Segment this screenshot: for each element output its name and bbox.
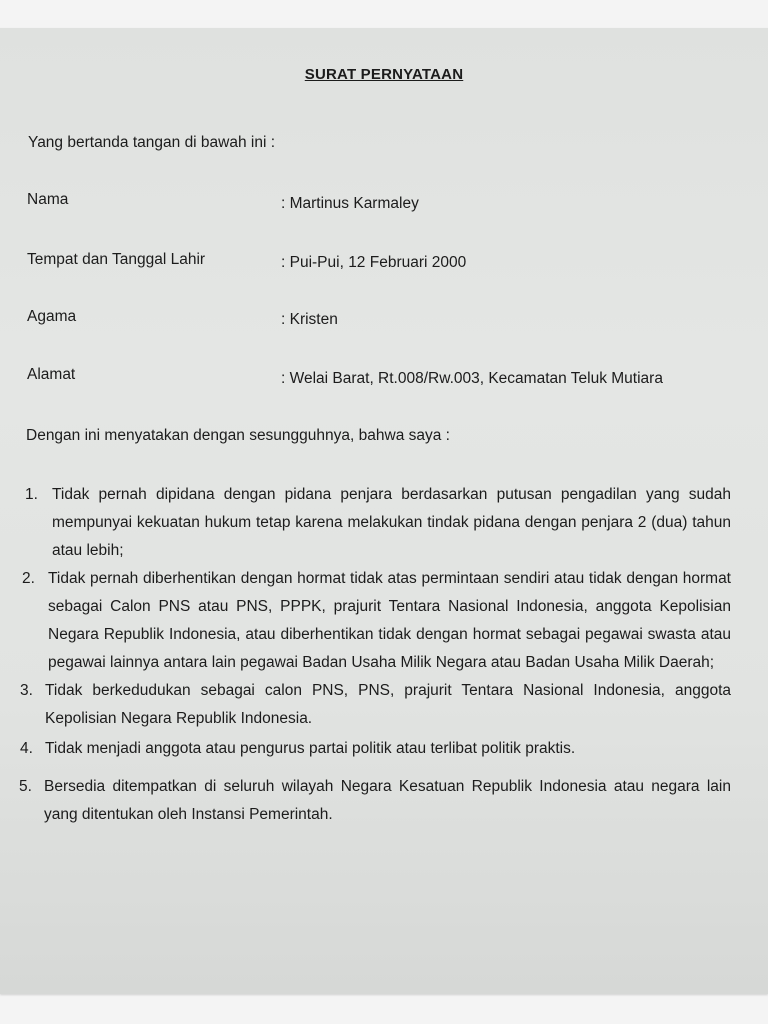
list-item-text: Tidak pernah diberhentikan dengan hormat tidak atas permintaan sendiri atau tidak dengan hormat sebagai Calon PNS atau PNS, PPPK, prajurit Tentara Nasional Indonesia, anggota Kepolisian Negara Republik Indonesia, atau diberhentikan tidak dengan hormat sebagai pegawai swasta atau pegawai lainnya antara lain pegawai Badan Usaha Milik Negara atau Badan Usaha Milik Daerah;: [48, 570, 731, 671]
statement-text: Dengan ini menyatakan dengan sesungguhnya, bahwa saya :: [26, 427, 450, 444]
list-item: [0, 565, 768, 677]
field-label-tempat-tanggal-lahir: Tempat dan Tanggal Lahir: [27, 251, 206, 268]
list-item-number: 2.: [22, 570, 35, 587]
field-value-alamat: : Welai Barat, Rt.008/Rw.003, Kecamatan Teluk Mutiara: [281, 370, 663, 387]
field-label-alamat: Alamat: [27, 366, 76, 383]
list-item-number: 3.: [20, 682, 33, 699]
field-value-tempat-tanggal-lahir: : Pui-Pui, 12 Februari 2000: [281, 254, 467, 271]
list-item: [0, 481, 768, 565]
list-item: [0, 773, 768, 829]
field-value-agama: : Kristen: [281, 311, 338, 328]
field-value-nama: : Martinus Karmaley: [281, 195, 419, 212]
list-item-text: Bersedia ditempatkan di seluruh wilayah Negara Kesatuan Republik Indonesia atau negara lain yang ditentukan oleh Instansi Pemerintah.: [44, 778, 731, 823]
list-item-number: 4.: [20, 740, 33, 757]
list-item: [0, 677, 768, 733]
list-item-number: 1.: [25, 486, 38, 503]
intro-text: Yang bertanda tangan di bawah ini :: [28, 134, 276, 151]
list-item-number: 5.: [19, 778, 32, 795]
document-title: SURAT PERNYATAAN: [304, 66, 464, 83]
list-item-text: Tidak pernah dipidana dengan pidana penjara berdasarkan putusan pengadilan yang sudah mempunyai kekuatan hukum tetap karena melakukan tindak pidana dengan penjara 2 (dua) tahun atau lebih;: [52, 486, 731, 559]
list-item-text: Tidak berkedudukan sebagai calon PNS, PNS, prajurit Tentara Nasional Indonesia, anggota Kepolisian Negara Republik Indonesia.: [45, 682, 731, 727]
statement-list: [0, 481, 768, 829]
field-label-agama: Agama: [27, 308, 77, 325]
list-item-text: Tidak menjadi anggota atau pengurus partai politik atau terlibat politik praktis.: [45, 740, 576, 757]
field-label-nama: Nama: [27, 191, 69, 208]
list-item: [0, 735, 768, 763]
